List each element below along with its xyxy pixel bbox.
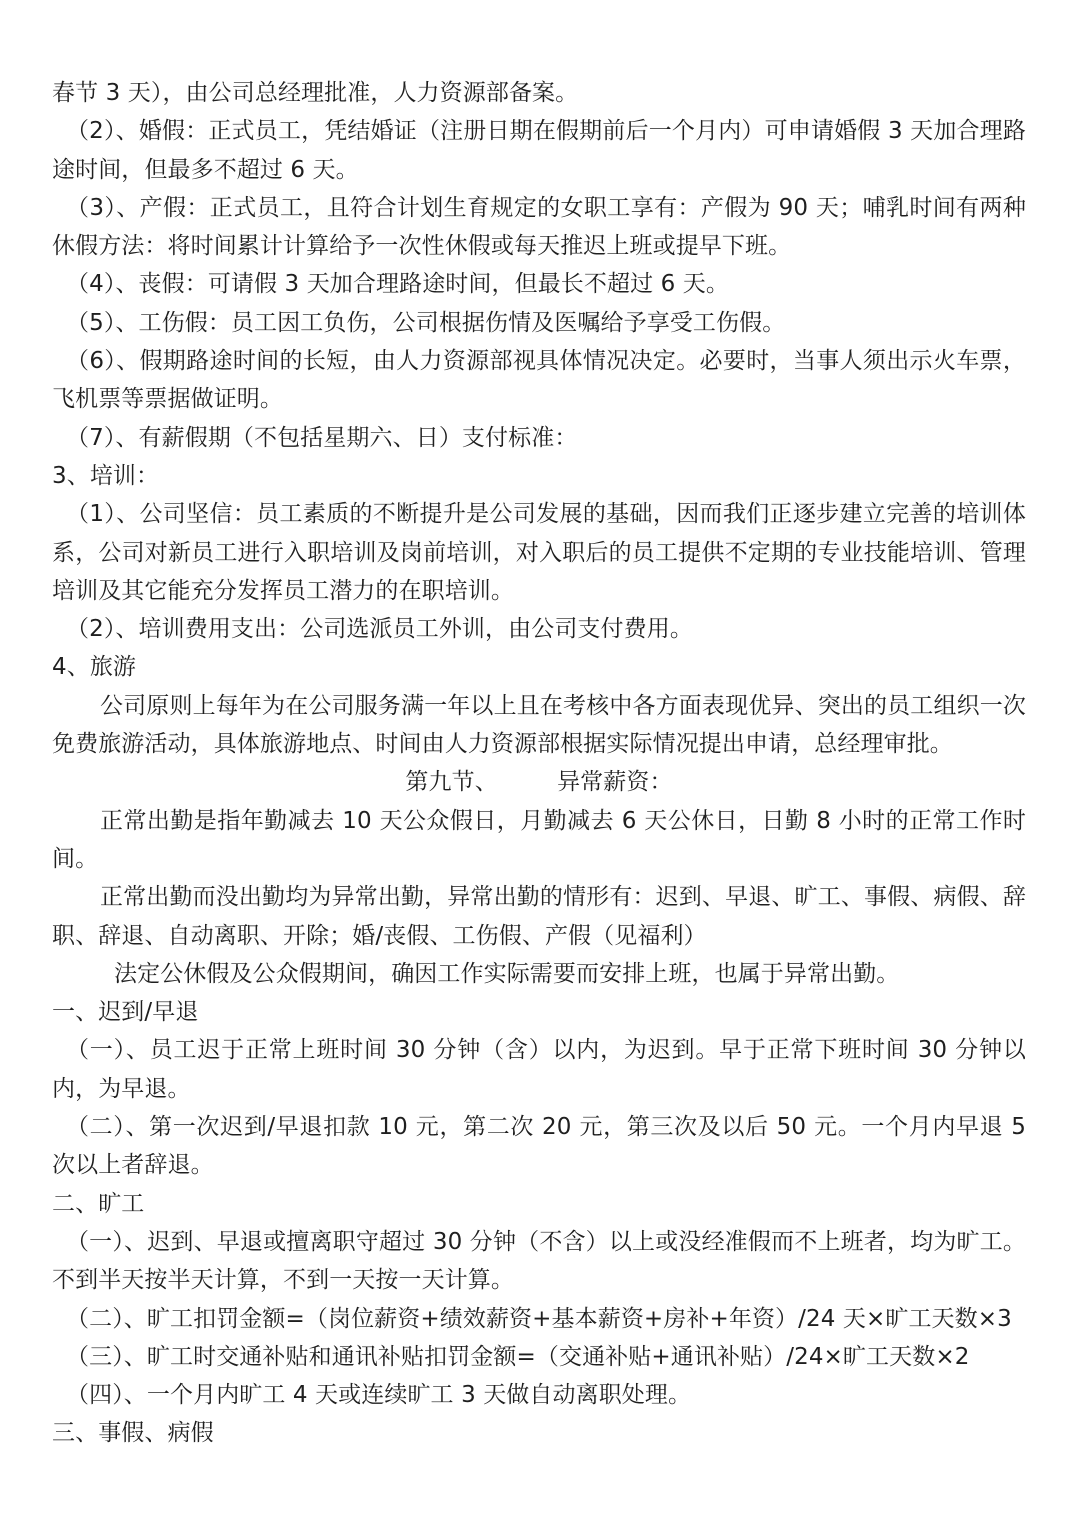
document-page xyxy=(52,74,1026,1453)
heading-personal-sick-leave: 三、事假、病假 xyxy=(52,1420,214,1447)
paragraph-training-cost: （2）、培训费用支出：公司选派员工外训，由公司支付费用。 xyxy=(66,616,693,643)
paragraph-normal-attendance: 正常出勤是指年勤减去 10 天公众假日，月勤减去 6 天公休日，日勤 8 小时的正常工作时间。 xyxy=(52,807,1026,872)
paragraph-subsidy-penalty: （三）、旷工时交通补贴和通讯补贴扣罚金额=（交通补贴+通讯补贴）/24×旷工天数×2 xyxy=(66,1343,970,1370)
paragraph-late-definition: （一）、员工迟于正常上班时间 30 分钟（含）以内，为迟到。早于正常下班时间 30 分钟以内，为早退。 xyxy=(52,1037,1026,1102)
paragraph-marriage-leave: （2）、婚假：正式员工，凭结婚证（注册日期在假期前后一个月内）可申请婚假 3 天加合理路途时间，但最多不超过 6 天。 xyxy=(52,118,1026,183)
paragraph-maternity-leave: （3）、产假：正式员工，且符合计划生育规定的女职工享有：产假为 90 天；哺乳时间有两种休假方法：将时间累计计算给予一次性休假或每天推迟上班或提早下班。 xyxy=(52,194,1026,260)
paragraph-absenteeism-penalty: （二）、旷工扣罚金额=（岗位薪资+绩效薪资+基本薪资+房补+年资）/24 天×旷工天数×3 xyxy=(66,1305,1012,1332)
section-title-abnormal-salary: 第九节、 异常薪资： xyxy=(405,769,673,796)
heading-training: 3、培训： xyxy=(52,462,160,489)
paragraph-injury-leave: （5）、工伤假：员工因工负伤，公司根据伤情及医嘱给予享受工伤假。 xyxy=(66,309,786,336)
heading-late-early: 一、迟到/早退 xyxy=(52,999,199,1026)
paragraph-travel-time: （6）、假期路途时间的长短，由人力资源部视具体情况决定。必要时，当事人须出示火车票，飞机票等票据做证明。 xyxy=(52,348,1026,413)
paragraph-holiday-work: 法定公休假及公众假期间，确因工作实际需要而安排上班，也属于异常出勤。 xyxy=(114,960,900,987)
paragraph-paid-leave-standard: （7）、有薪假期（不包括星期六、日）支付标准： xyxy=(66,424,578,451)
paragraph-spring-festival-tail: 春节 3 天），由公司总经理批准，人力资源部备案。 xyxy=(52,80,579,106)
paragraph-abnormal-attendance: 正常出勤而没出勤均为异常出勤，异常出勤的情形有：迟到、早退、旷工、事假、病假、辞职、辞退、自动离职、开除；婚/丧假、工伤假、产假（见福利） xyxy=(52,884,1026,949)
paragraph-absenteeism-definition: （一）、迟到、早退或擅离职守超过 30 分钟（不含）以上或没经准假而不上班者，均为旷工。不到半天按半天计算，不到一天按一天计算。 xyxy=(52,1228,1026,1294)
paragraph-late-penalty: （二）、第一次迟到/早退扣款 10 元，第二次 20 元，第三次及以后 50 元。一个月内早退 5 次以上者辞退。 xyxy=(52,1114,1026,1179)
heading-tourism: 4、旅游 xyxy=(52,654,137,681)
paragraph-training-belief: （1）、公司坚信：员工素质的不断提升是公司发展的基础，因而我们正逐步建立完善的培训体系，公司对新员工进行入职培训及岗前培训，对入职后的员工提供不定期的专业技能培训、管理培训及其它能充分发挥员工潜力的在职培训。 xyxy=(52,501,1026,604)
paragraph-bereavement-leave: （4）、丧假：可请假 3 天加合理路途时间，但最长不超过 6 天。 xyxy=(66,271,729,298)
heading-absenteeism: 二、旷工 xyxy=(52,1190,145,1217)
paragraph-auto-resignation: （四）、一个月内旷工 4 天或连续旷工 3 天做自动离职处理。 xyxy=(66,1382,692,1409)
paragraph-tourism: 公司原则上每年为在公司服务满一年以上且在考核中各方面表现优异、突出的员工组织一次免费旅游活动，具体旅游地点、时间由人力资源部根据实际情况提出申请，总经理审批。 xyxy=(52,692,1026,758)
